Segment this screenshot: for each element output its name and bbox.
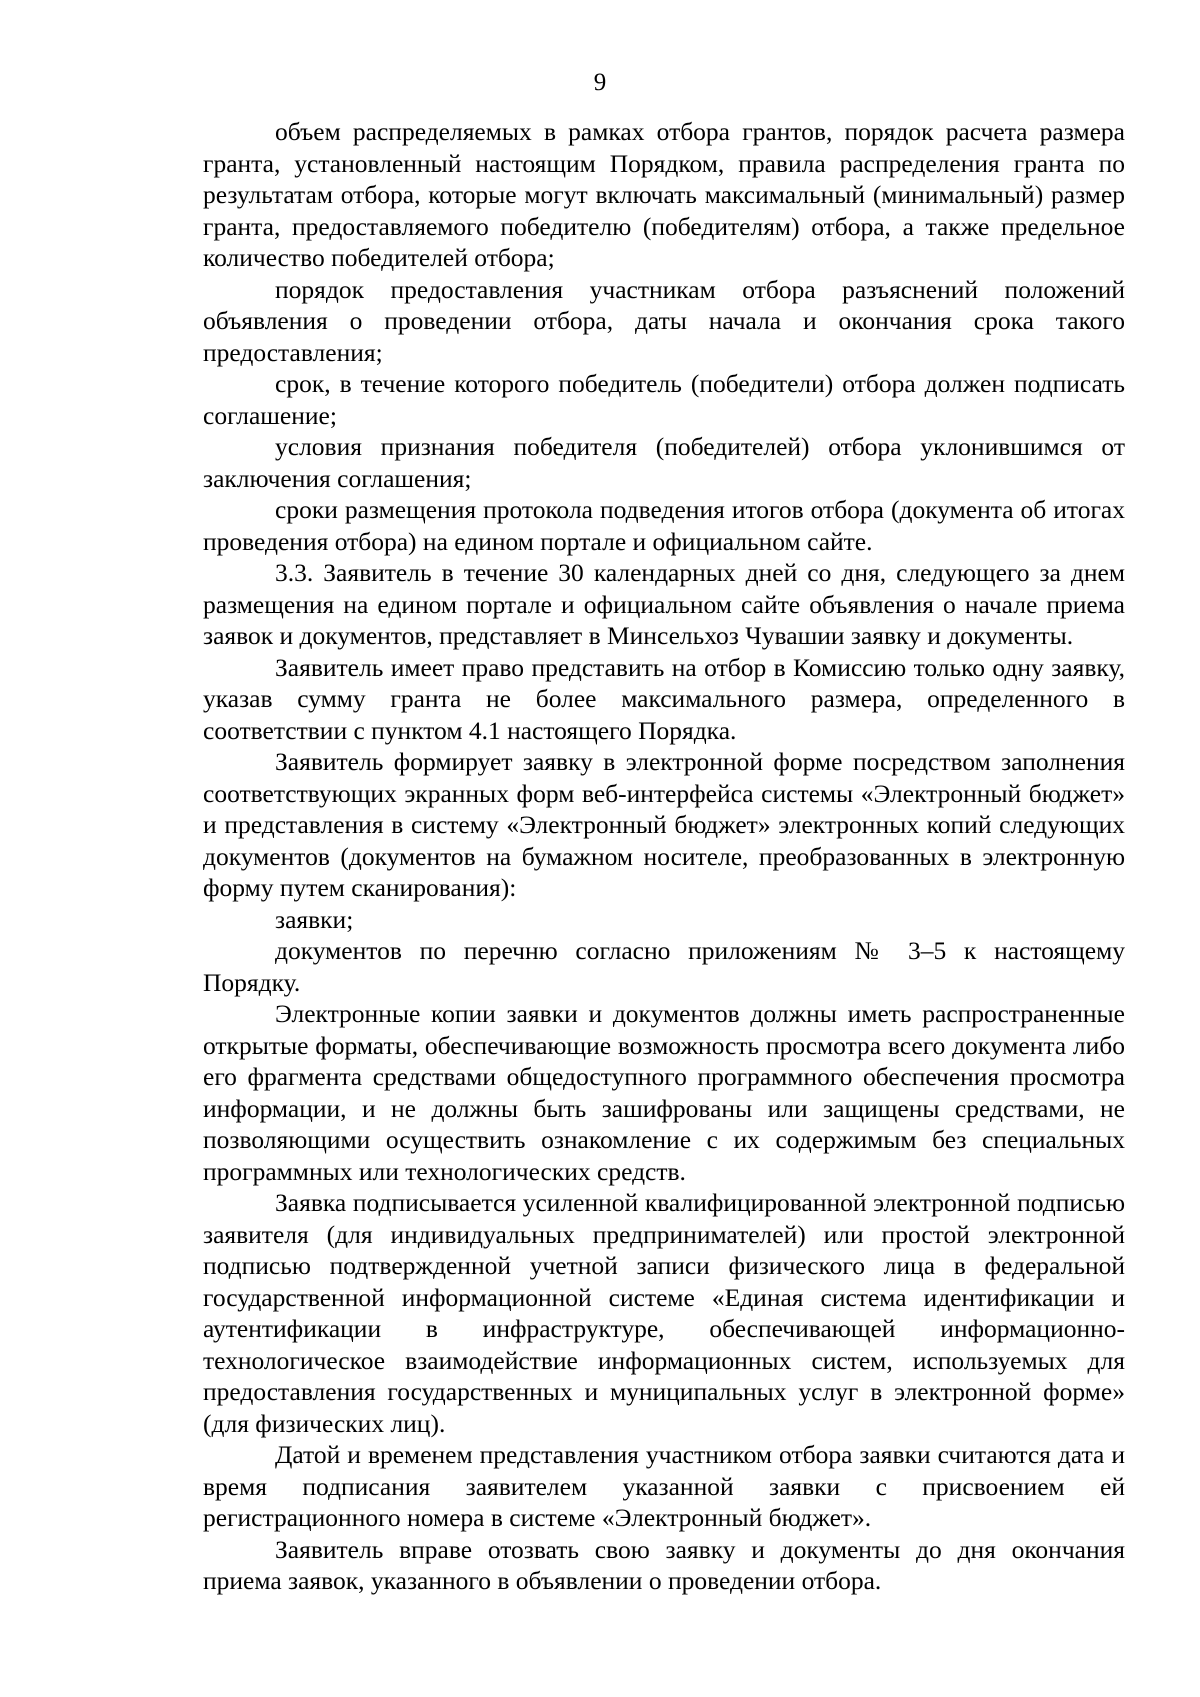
page-number: 9 [593, 69, 607, 96]
paragraph-11: Электронные копии заявки и документов должны иметь распространенные открытые форматы, обеспечивающие возможность просмотра всего документа либо его фрагмента средствами общедоступного программного обеспечения просмотра информации, и не должны быть зашифрованы или защищены средствами, не позволяющими осуществить ознакомление с их содержимым без специальных программных или технологических средств. [203, 999, 1125, 1186]
paragraph-9: заявки; [275, 904, 354, 934]
document-body [203, 116, 1125, 1597]
paragraph-1: объем распределяемых в рамках отбора грантов, порядок расчета размера гранта, установленный настоящим Порядком, правила распределения гранта по результатам отбора, которые могут включать максимальный (минимальный) размер гранта, предоставляемого победителю (победителям) отбора, а также предельное количество победителей отбора; [203, 117, 1125, 272]
paragraph-12: Заявка подписывается усиленной квалифицированной электронной подписью заявителя (для индивидуальных предпринимателей) или простой электронной подписью подтвержденной учетной записи физического лица в федеральной государственной информационной системе «Единая система идентификации и аутентификации в инфраструктуре, обеспечивающей информационно-технологическое взаимодействие информационных систем, используемых для предоставления государственных и муниципальных услуг в электронной форме» (для физических лиц). [203, 1188, 1125, 1438]
paragraph-2: порядок предоставления участникам отбора разъяснений положений объявления о проведении отбора, даты начала и окончания срока такого предоставления; [203, 274, 1125, 367]
paragraph-10: документов по перечню согласно приложениям № 3–5 к настоящему Порядку. [203, 936, 1125, 997]
paragraph-3: срок, в течение которого победитель (победители) отбора должен подписать соглашение; [203, 369, 1125, 430]
paragraph-8: Заявитель формирует заявку в электронной форме посредством заполнения соответствующих экранных форм веб-интерфейса системы «Электронный бюджет» и представления в систему «Электронный бюджет» электронных копий следующих документов (документов на бумажном носителе, преобразованных в электронную форму путем сканирования): [203, 747, 1125, 902]
paragraph-13: Датой и временем представления участником отбора заявки считаются дата и время подписания заявителем указанной заявки с присвоением ей регистрационного номера в системе «Электронный бюджет». [203, 1440, 1125, 1532]
paragraph-6: 3.3. Заявитель в течение 30 календарных дней со дня, следующего за днем размещения на едином портале и официальном сайте объявления о начале приема заявок и документов, представляет в Минсельхоз Чувашии заявку и документы. [203, 558, 1125, 650]
paragraph-5: сроки размещения протокола подведения итогов отбора (документа об итогах проведения отбора) на едином портале и официальном сайте. [203, 495, 1125, 556]
paragraph-4: условия признания победителя (победителей) отбора уклонившимся от заключения соглашения; [203, 432, 1125, 493]
paragraph-14: Заявитель вправе отозвать свою заявку и документы до дня окончания приема заявок, указанного в объявлении о проведении отбора. [203, 1534, 1125, 1595]
paragraph-7: Заявитель имеет право представить на отбор в Комиссию только одну заявку, указав сумму гранта не более максимального размера, определенного в соответствии с пунктом 4.1 настоящего Порядка. [203, 652, 1125, 745]
